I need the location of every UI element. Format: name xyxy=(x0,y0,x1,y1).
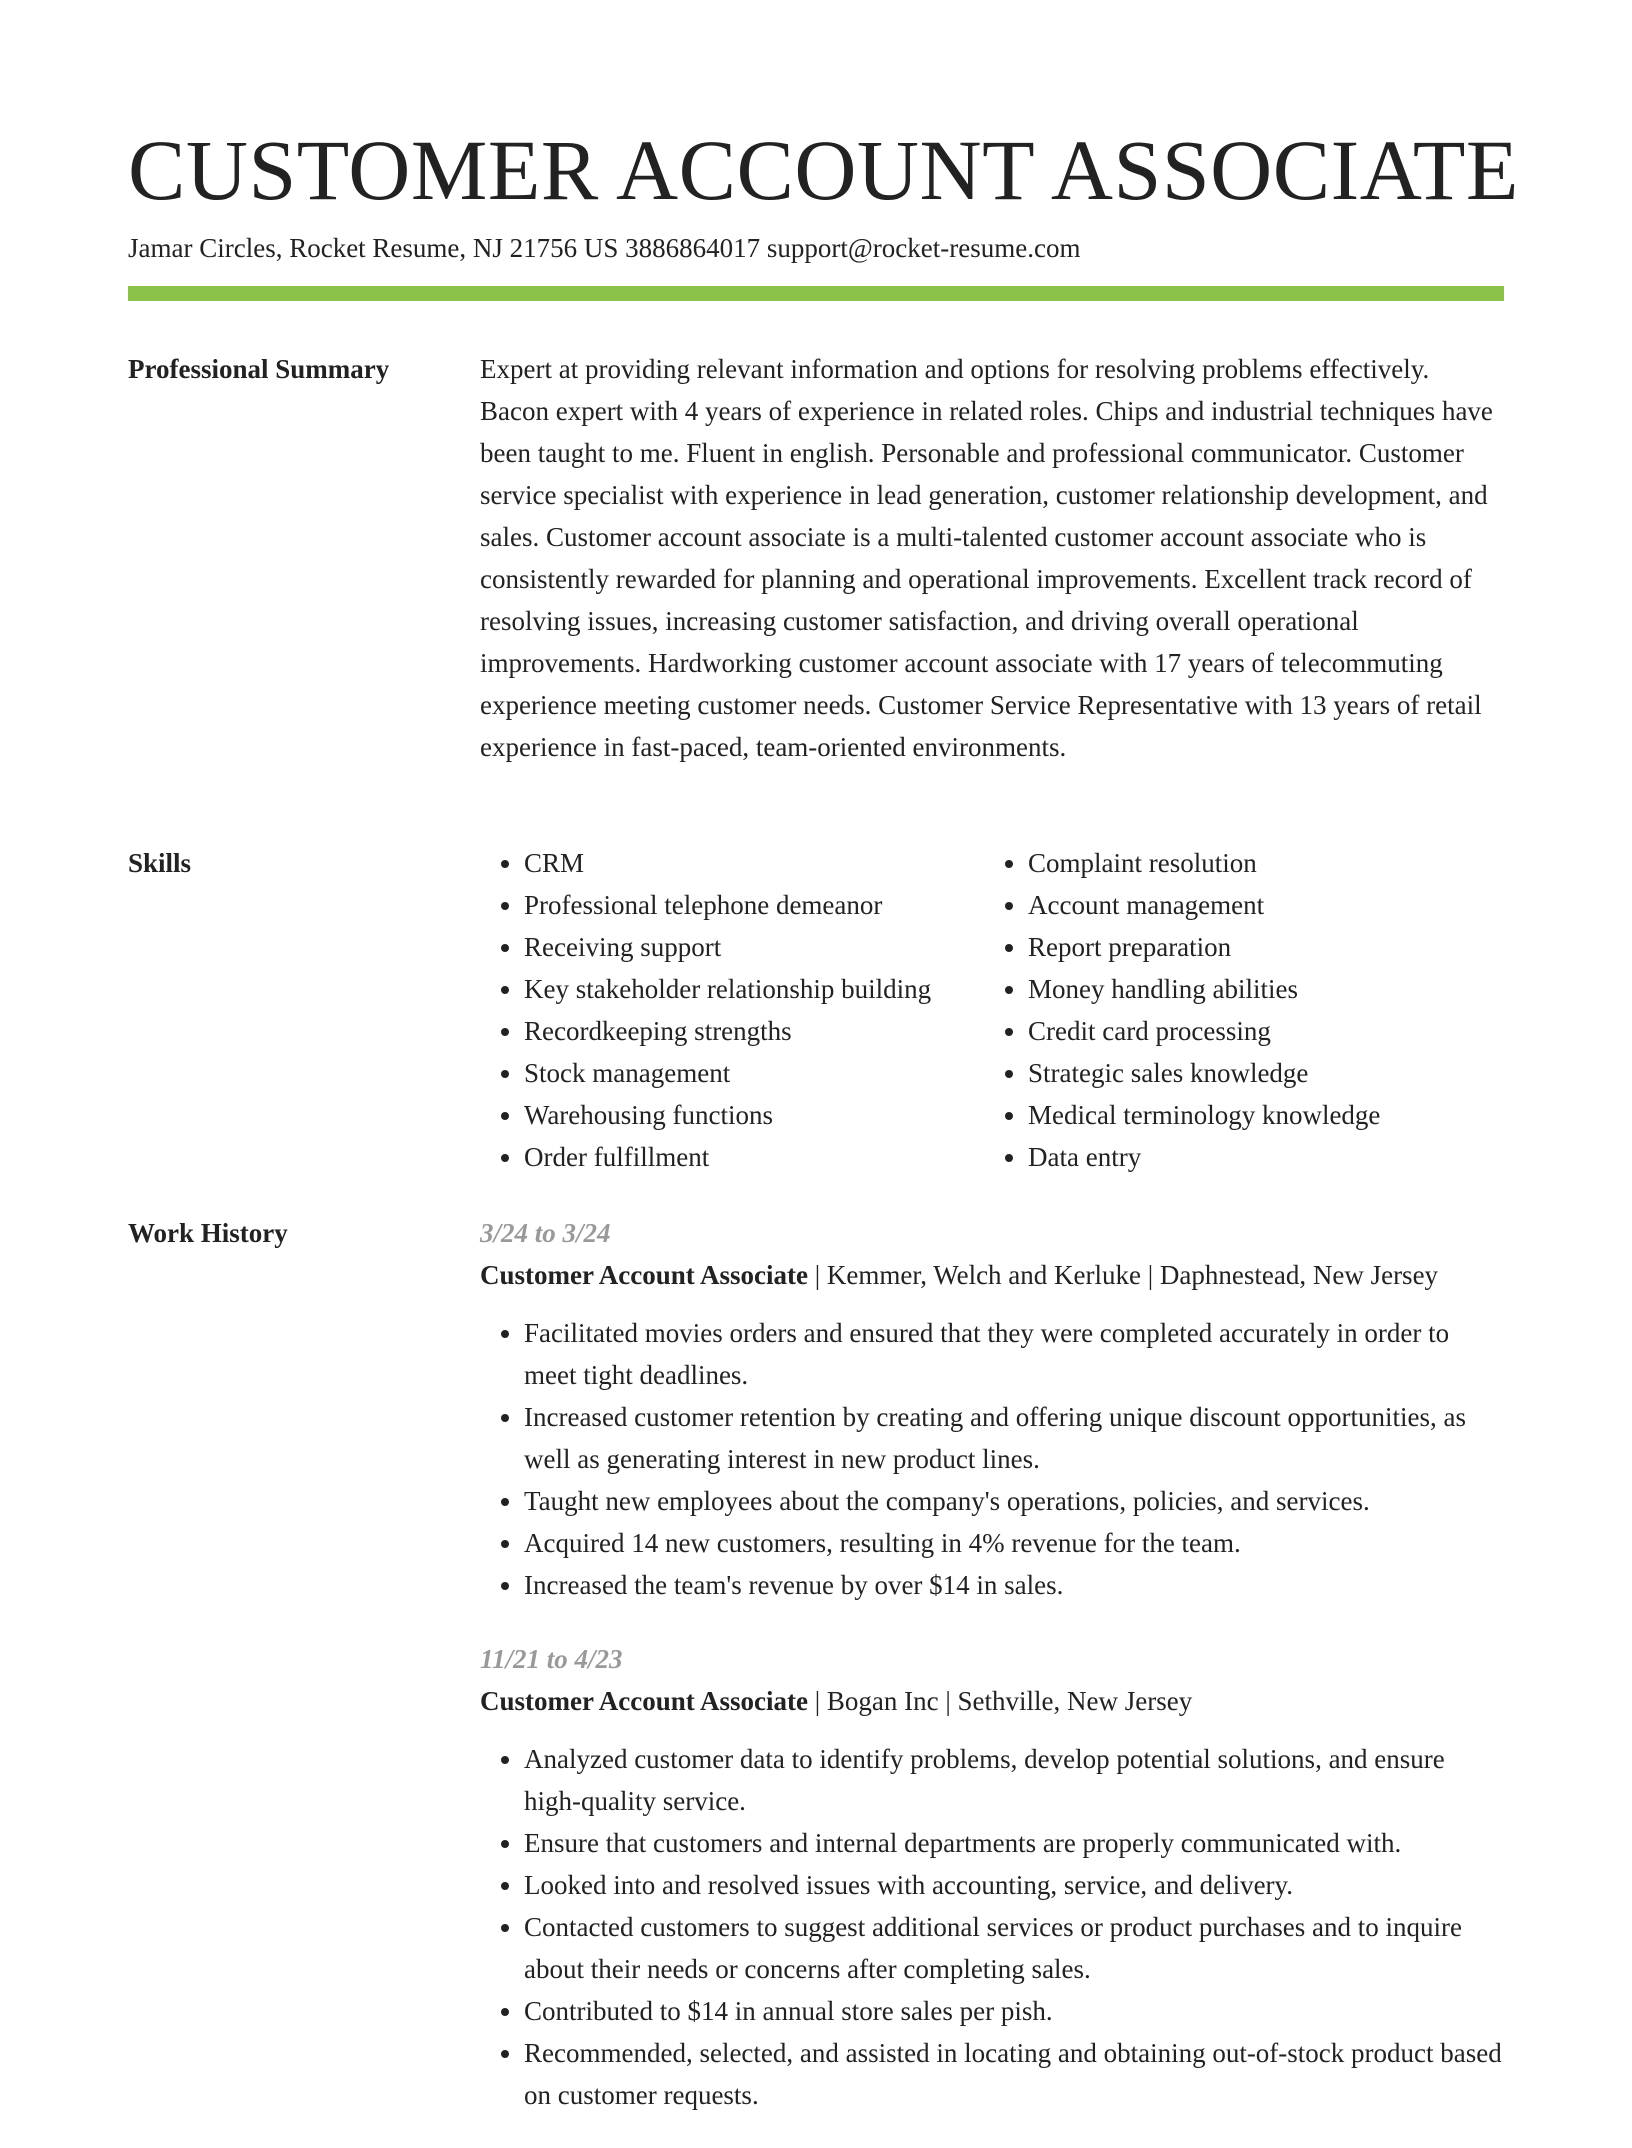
skill-item: • Key stakeholder relationship building xyxy=(524,968,984,1010)
work-history-body xyxy=(480,1212,1504,2148)
job-bullet: • Contacted customers to suggest additional services or product purchases and to inquire about their needs or concerns after completing sales. xyxy=(524,1906,1504,1990)
summary-text: Expert at providing relevant information and options for resolving problems effectively. Bacon expert with 4 years of experience in related roles. Chips and industrial techniques have been taught to me. Fluent in english. Personable and professional communicator. Customer service specialist with experience in lead generation, customer relationship development, and sales. Customer account associate is a multi-talented customer account associate who is consistently rewarded for planning and operational improvements. Excellent track record of resolving issues, increasing customer satisfaction, and driving overall operational improvements. Hardworking customer account associate with 17 years of telecommuting experience meeting customer needs. Customer Service Representative with 13 years of retail experience in fast-paced, team-oriented environments. xyxy=(480,354,1493,762)
job-dates: 3/24 to 3/24 xyxy=(480,1218,611,1248)
skill-item: • Warehousing functions xyxy=(524,1094,984,1136)
header-accent-rule xyxy=(128,286,1504,301)
skill-item: • CRM xyxy=(524,842,984,884)
skill-item: • Credit card processing xyxy=(1028,1010,1488,1052)
job-bullet: • Recommended, selected, and assisted in locating and obtaining out-of-stock product based on customer requests. xyxy=(524,2032,1504,2116)
job-dates: 11/21 to 4/23 xyxy=(480,1644,623,1674)
job-bullet: • Acquired 14 new customers, resulting in 4% revenue for the team. xyxy=(524,1522,1504,1564)
skill-item: • Strategic sales knowledge xyxy=(1028,1052,1488,1094)
skill-item: • Complaint resolution xyxy=(1028,842,1488,884)
job-bullet-list xyxy=(480,1738,1504,2116)
job-bullet: • Facilitated movies orders and ensured that they were completed accurately in order to meet tight deadlines. xyxy=(524,1312,1504,1396)
skill-item: • Report preparation xyxy=(1028,926,1488,968)
job-entry xyxy=(480,1638,1504,2116)
skill-item: • Money handling abilities xyxy=(1028,968,1488,1010)
job-company-location: | Kemmer, Welch and Kerluke | Daphnestead, New Jersey xyxy=(807,1260,1439,1290)
job-title: Customer Account Associate xyxy=(480,1260,808,1290)
job-bullet: • Increased the team's revenue by over $14 in sales. xyxy=(524,1564,1504,1606)
job-company-location: | Bogan Inc | Sethville, New Jersey xyxy=(807,1686,1193,1716)
job-bullet: • Looked into and resolved issues with accounting, service, and delivery. xyxy=(524,1864,1504,1906)
skills-columns xyxy=(480,842,1504,1178)
job-entry xyxy=(480,1212,1504,1606)
job-bullet: • Contributed to $14 in annual store sales per pish. xyxy=(524,1990,1504,2032)
skill-item: • Account management xyxy=(1028,884,1488,926)
job-bullet: • Increased customer retention by creating and offering unique discount opportunities, as well as generating interest in new product lines. xyxy=(524,1396,1504,1480)
summary-body xyxy=(480,348,1504,768)
job-heading xyxy=(480,1254,1504,1296)
job-bullet: • Analyzed customer data to identify problems, develop potential solutions, and ensure high-quality service. xyxy=(524,1738,1504,1822)
skills-list-right xyxy=(984,842,1488,1178)
skill-item: • Receiving support xyxy=(524,926,984,968)
job-bullet-list xyxy=(480,1312,1504,1606)
skills-section-title: Skills xyxy=(128,848,192,878)
skill-item: • Professional telephone demeanor xyxy=(524,884,984,926)
skill-item: • Data entry xyxy=(1028,1136,1488,1178)
resume-name-heading: CUSTOMER ACCOUNT ASSOCIATE xyxy=(128,122,1519,218)
job-bullet: • Ensure that customers and internal departments are properly communicated with. xyxy=(524,1822,1504,1864)
job-title: Customer Account Associate xyxy=(480,1686,808,1716)
skills-body xyxy=(480,842,1504,1178)
job-heading xyxy=(480,1680,1504,1722)
summary-section-title: Professional Summary xyxy=(128,354,390,384)
work-history-section-title: Work History xyxy=(128,1218,288,1248)
skill-item: • Medical terminology knowledge xyxy=(1028,1094,1488,1136)
job-bullet: • Taught new employees about the company's operations, policies, and services. xyxy=(524,1480,1504,1522)
skill-item: • Stock management xyxy=(524,1052,984,1094)
skill-item: • Recordkeeping strengths xyxy=(524,1010,984,1052)
contact-info: Jamar Circles, Rocket Resume, NJ 21756 US 3886864017 support@rocket-resume.com xyxy=(128,233,1081,263)
skill-item: • Order fulfillment xyxy=(524,1136,984,1178)
skills-list-left xyxy=(480,842,984,1178)
